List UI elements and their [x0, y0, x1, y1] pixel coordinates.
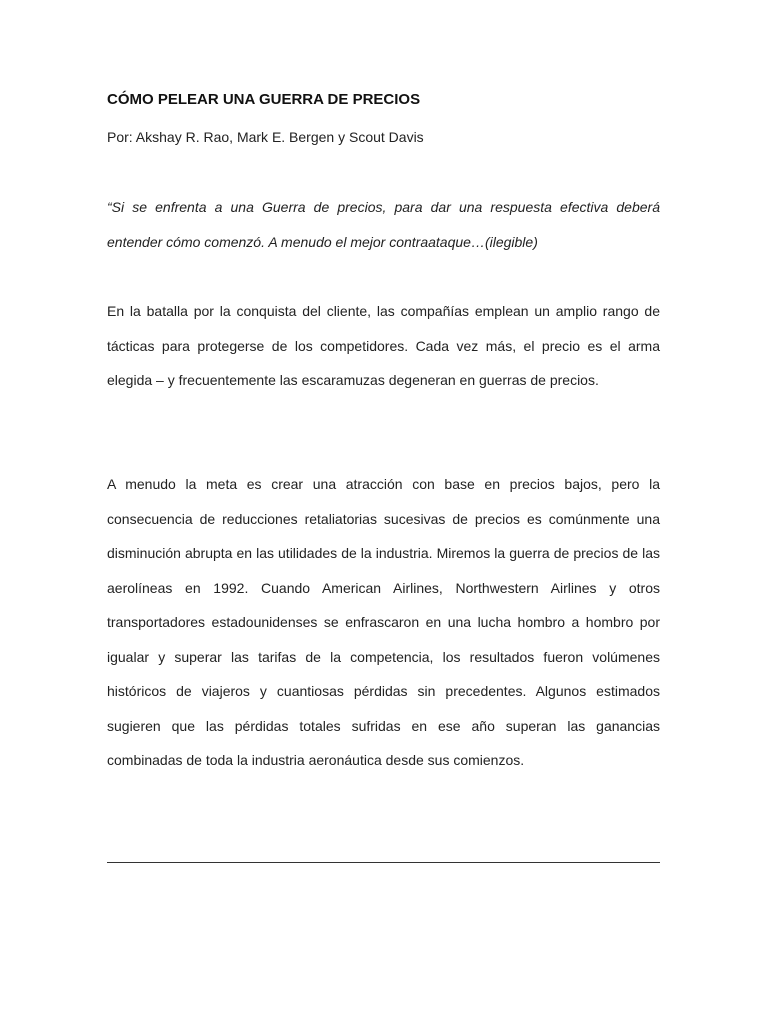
- document-title: CÓMO PELEAR UNA GUERRA DE PRECIOS: [107, 91, 421, 108]
- document-authors: Por: Akshay R. Rao, Mark E. Bergen y Scout Davis: [107, 129, 424, 145]
- intro-quote: “Si se enfrenta a una Guerra de precios, para dar una respuesta efectiva deberá entender cómo comenzó. A menudo el mejor contraataque…(ilegible): [107, 199, 660, 250]
- footnote-separator-line: [107, 862, 660, 863]
- body-paragraph-1: En la batalla por la conquista del cliente, las compañías emplean un amplio rango de tácticas para protegerse de los competidores. Cada vez más, el precio es el arma elegida – y frecuentemente las escaramuzas degeneran en guerras de precios.: [107, 303, 660, 388]
- body-paragraph-2: A menudo la meta es crear una atracción con base en precios bajos, pero la consecuencia de reducciones retaliatorias sucesivas de precios es comúnmente una disminución abrupta en las utilidades de la industria. Miremos la guerra de precios de las aerolíneas en 1992. Cuando American Airlines, Northwestern Airlines y otros transportadores estadounidenses se enfrascaron en una lucha hombro a hombro por igualar y superar las tarifas de la competencia, los resultados fueron volúmenes históricos de viajeros y cuantiosas pérdidas sin precedentes. Algunos estimados sugieren que las pérdidas totales sufridas en ese año superan las ganancias combinadas de toda la industria aeronáutica desde sus comienzos.: [107, 476, 660, 768]
